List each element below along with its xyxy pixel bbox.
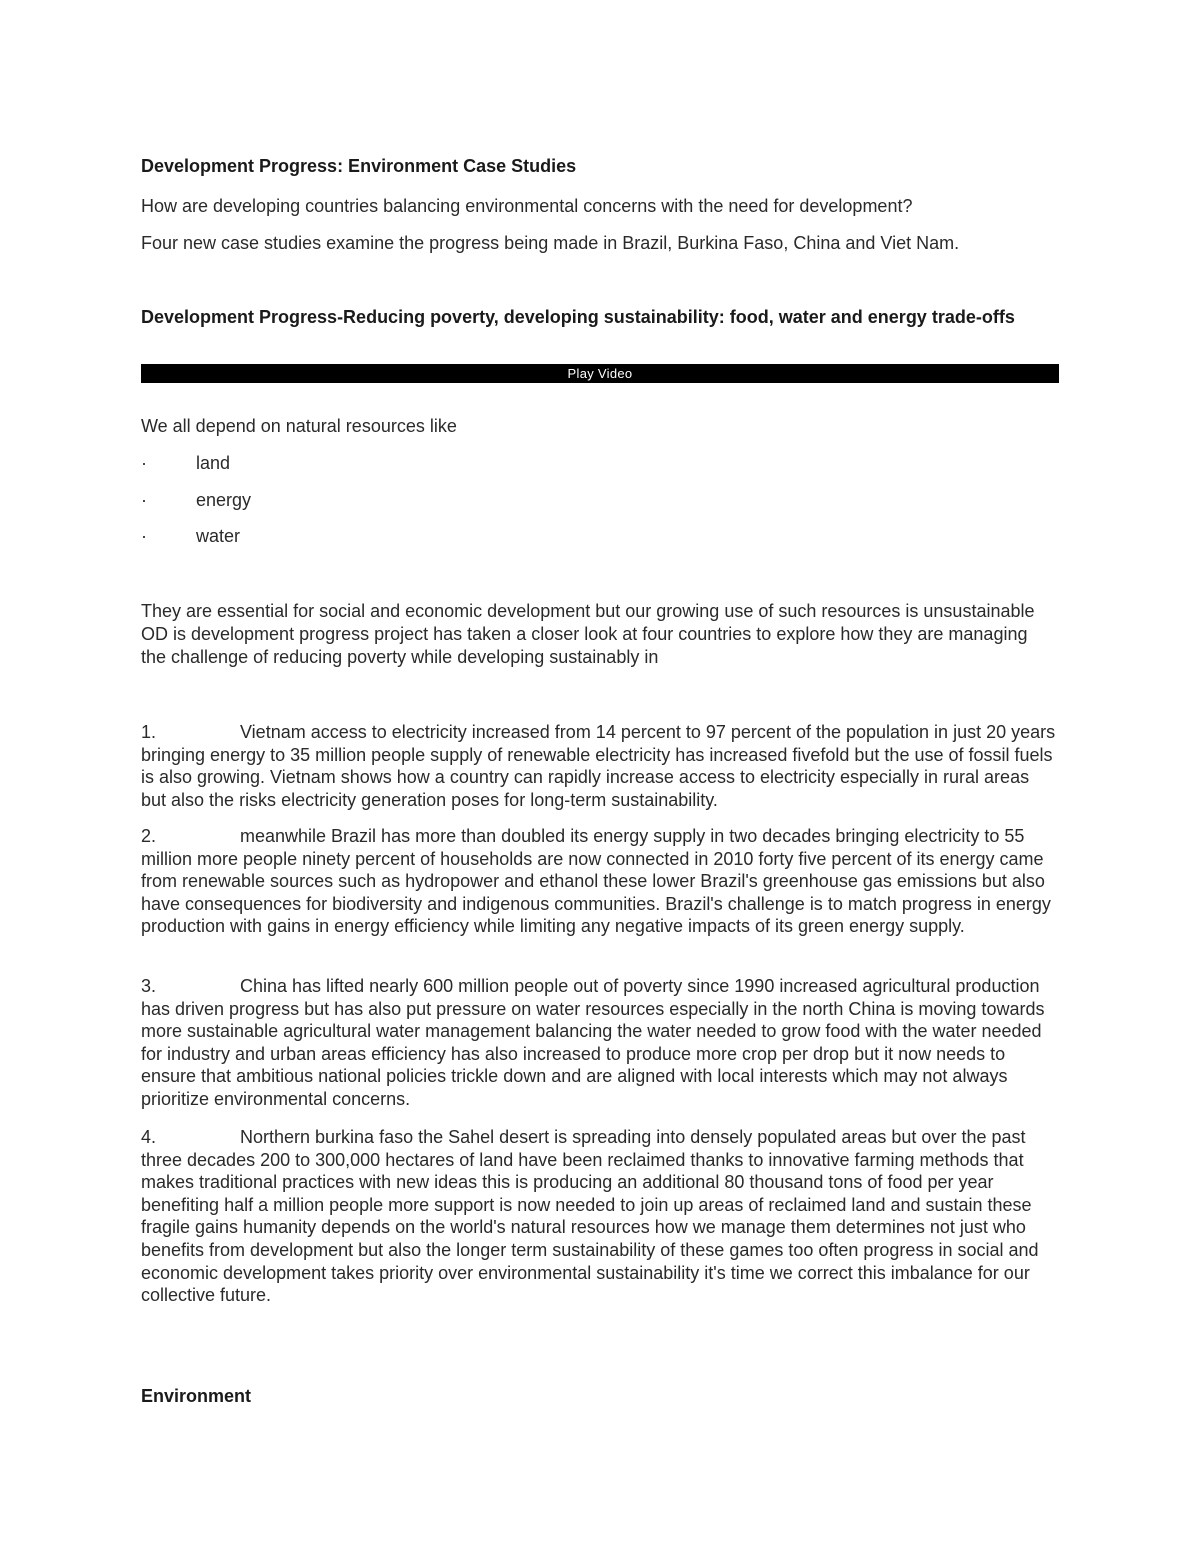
list-item-label: land xyxy=(196,453,231,473)
environment-heading: Environment xyxy=(141,1386,252,1406)
bullet-icon: · xyxy=(141,490,147,510)
numbered-item xyxy=(141,1126,1059,1307)
intro-case-studies: Four new case studies examine the progress being made in Brazil, Burkina Faso, China and Viet Nam. xyxy=(141,233,960,253)
bullet-icon: · xyxy=(141,526,147,546)
list-item-label: energy xyxy=(196,490,252,510)
item-text: Vietnam access to electricity increased from 14 percent to 97 percent of the population in just 20 years bringing energy to 35 million people supply of renewable electricity has increased fivefold but the use of fossil fuels is also growing. Vietnam shows how a country can rapidly increase access to electricity especially in rural areas but also the risks electricity generation poses for long-term sustainability. xyxy=(141,722,1056,810)
list-item-label: water xyxy=(196,526,241,546)
bullet-icon: · xyxy=(141,453,147,473)
item-text: China has lifted nearly 600 million people out of poverty since 1990 increased agricultural production has driven progress but has also put pressure on water resources especially in the north China is moving towards more sustainable agricultural water management balancing the water needed to grow food with the water needed for industry and urban areas efficiency has also increased to produce more crop per drop but it now needs to ensure that ambitious national policies trickle down and are aligned with local interests which may not always prioritize environmental concerns. xyxy=(141,976,1045,1109)
item-number: 1. xyxy=(141,722,157,742)
item-number: 4. xyxy=(141,1127,157,1147)
item-text: Northern burkina faso the Sahel desert is spreading into densely populated areas but over the past three decades 200 to 300,000 hectares of land have been reclaimed thanks to innovative farming methods that makes traditional practices with new ideas this is producing an additional 80 thousand tons of food per year benefiting half a million people more support is now needed to join up areas of reclaimed land and sustain these fragile gains humanity depends on the world's natural resources how we manage them determines not just who benefits from development but also the longer term sustainability of these games too often progress in social and economic development takes priority over environmental sustainability it's time we correct this imbalance for our collective future. xyxy=(141,1127,1039,1306)
item-text: meanwhile Brazil has more than doubled its energy supply in two decades bringing electricity to 55 million more people ninety percent of households are now connected in 2010 forty five percent of its energy came from renewable sources such as hydropower and ethanol these lower Brazil's greenhouse gas emissions but also have consequences for biodiversity and indigenous communities. Brazil's challenge is to match progress in energy production with gains in energy efficiency while limiting any negative impacts of its green energy supply. xyxy=(141,826,1051,937)
essential-paragraph: They are essential for social and economic development but our growing use of such resources is unsustainable OD is development progress project has taken a closer look at four countries to explore how they are managing the challenge of reducing poverty while developing sustainably in xyxy=(141,601,1035,667)
numbered-item xyxy=(141,721,1059,811)
play-video-button[interactable]: Play Video xyxy=(141,364,1059,383)
item-number: 2. xyxy=(141,826,157,846)
numbered-item xyxy=(141,975,1059,1111)
intro-question: How are developing countries balancing environmental concerns with the need for development? xyxy=(141,196,913,216)
video-section-title: Development Progress-Reducing poverty, developing sustainability: food, water and energy trade-offs xyxy=(141,307,1015,327)
document-title: Development Progress: Environment Case Studies xyxy=(141,156,577,176)
resources-intro: We all depend on natural resources like xyxy=(141,416,457,436)
numbered-item xyxy=(141,825,1059,938)
item-number: 3. xyxy=(141,976,157,996)
